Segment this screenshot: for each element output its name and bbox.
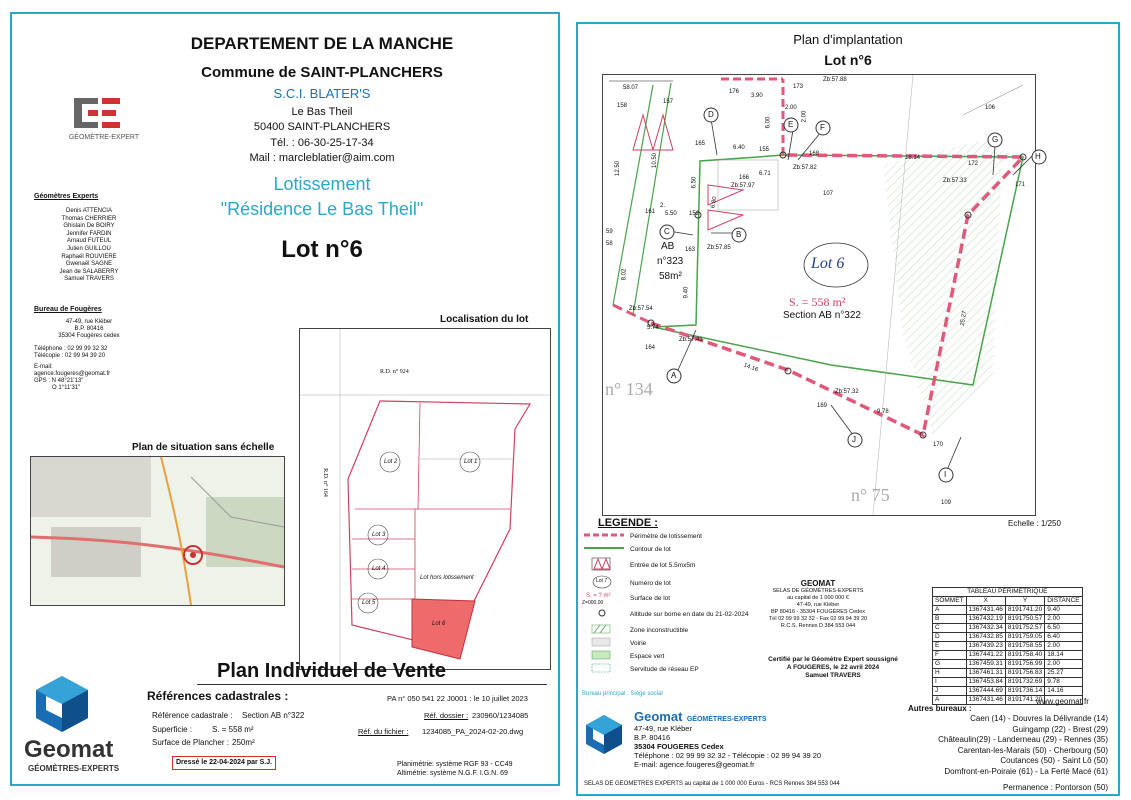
ref-cad-label: Référence cadastrale : (152, 711, 233, 720)
ab-area: 58m² (659, 271, 682, 282)
geomat-brand-left: Geomat (24, 736, 114, 763)
plan-label: 6.80 (710, 196, 719, 209)
footer-line: E-mail: agence.fougeres@geomat.fr (634, 760, 755, 769)
email-label: E-mail: (34, 364, 53, 370)
left-sheet (10, 12, 560, 786)
geometres-block (34, 192, 144, 284)
table-cell: 8191741.20 (1005, 606, 1044, 615)
plan-label: Zb:57.32 (835, 389, 859, 395)
table-cell: D (933, 633, 967, 642)
plan-label: 9.78 (877, 409, 889, 415)
geomat-sub-right: GÉOMÈTRES-EXPERTS (686, 716, 767, 723)
table-cell: 8191736.14 (1005, 687, 1044, 696)
legend-symbol-text: Lot 7 (596, 578, 608, 584)
footer-line: 47-49, rue Kléber (634, 724, 692, 733)
plan-label: 155 (759, 147, 770, 153)
lot6-section: Section AB n°322 (783, 310, 861, 321)
plan-label: 6.50 (691, 176, 698, 189)
legend-symbol-icon (582, 624, 630, 637)
bureau-title: Bureau de Fougères (34, 306, 102, 313)
address-1: Le Bas Theil (291, 106, 353, 118)
autres-line: Guingamp (22) - Brest (29) (1012, 724, 1108, 734)
echelle: Echelle : 1/250 (1008, 519, 1061, 528)
plan-label: 109 (941, 500, 952, 506)
plan-label: 166 (739, 175, 750, 181)
bureau-line: 47-49, rue Kléber (65, 319, 113, 325)
refs-title: Références cadastrales : (147, 689, 289, 703)
geometre-name: Arnaud FUTEUL (66, 238, 112, 245)
bureau-principal: Bureau principal : Siège social (582, 691, 663, 697)
plan-label: 18.14 (905, 155, 921, 161)
table-cell: 1367431.46 (966, 696, 1005, 705)
n75: n° 75 (851, 485, 890, 505)
legende-title: LEGENDE : (598, 517, 658, 529)
pt-a: A (671, 371, 677, 380)
plan-label: 3.90 (751, 93, 763, 99)
geomat-brand-right-text: Geomat (634, 709, 683, 724)
implantation-plan (602, 74, 1041, 516)
certifie-line: A FOUGERES, le 22 avril 2024 (786, 664, 880, 671)
rd924-label: R.D. n° 924 (380, 369, 409, 375)
ab-num: n°323 (657, 256, 684, 267)
table-cell: H (933, 669, 967, 678)
lot6-big: Lot 6 (811, 255, 845, 272)
table-cell: 2.00 (1045, 615, 1082, 624)
legend-label: Périmètre de lotissement (630, 533, 702, 540)
geomat-cube-icon (32, 674, 92, 734)
bureau-line: B.P. 80416 (74, 326, 104, 332)
table-cell: G (933, 660, 967, 669)
planimetrie: Planimétrie: système RGF 93 - CC49 (397, 761, 513, 768)
loc-lot5: Lot 5 (362, 600, 376, 606)
plan-label: 176 (729, 89, 740, 95)
gps-n: GPS : N 48°21'13" (34, 378, 84, 384)
pt-f: F (820, 123, 825, 132)
rd164-label: R.D. n° 164 (321, 468, 328, 497)
table-cell: 6.40 (1045, 633, 1082, 642)
pt-b: B (736, 230, 742, 239)
plan-label: 12.50 (615, 160, 622, 177)
footer-line: B.P. 80416 (634, 733, 671, 742)
geomat-info-line: Tél 02 99 99 32 32 - Fax 02 99 94 39 20 (768, 616, 868, 622)
table-cell: F (933, 651, 967, 660)
plan-lot: Lot n°6 (824, 52, 872, 68)
geomat-info-lines (738, 588, 898, 630)
table-row (933, 615, 1083, 624)
situation-map-svg (31, 457, 284, 605)
geometre-name: Thomas CHERRIER (61, 215, 117, 222)
table-title: TABLEAU PÉRIMÉTRIQUE (933, 588, 1083, 597)
superficie-label: Superficie : (152, 725, 193, 734)
geometre-name: Jennifer FARDIN (66, 230, 112, 237)
plan-label: 2. (660, 203, 666, 209)
plancher-label: Surface de Plancher : (152, 738, 229, 747)
plan-label: Zb:57.85 (707, 245, 731, 251)
sci-name: S.C.I. BLATER'S (273, 86, 371, 101)
bureau-line: 35304 Fougères cedex (58, 333, 120, 339)
pt-j: J (852, 435, 856, 444)
table-cell: 1367432.85 (966, 633, 1005, 642)
email[interactable]: agence.fougeres@geomat.fr (34, 371, 111, 377)
legend-symbol-text: S. = ? m² (586, 593, 611, 599)
table-cell: 8191752.57 (1005, 624, 1044, 633)
legend-item (582, 624, 752, 637)
table-cell: 6.50 (1045, 624, 1082, 633)
mail: Mail : marcleblatier@aim.com (249, 152, 395, 164)
table-cell: 8191759.05 (1005, 633, 1044, 642)
plan-label: 58.07 (623, 85, 639, 91)
table-cell: 9.40 (1045, 606, 1082, 615)
plan-label: 171 (1015, 182, 1026, 188)
legende-list (582, 531, 752, 701)
telecopie: Télécopie : 02 99 94 39 20 (34, 353, 106, 359)
plan-label: Zb:57.82 (793, 165, 817, 171)
table-cell: 25.27 (1045, 669, 1082, 678)
pt-e: E (788, 120, 794, 129)
geomat-info-line: BP 80416 - 35304 FOUGÈRES Cedex (770, 609, 866, 615)
plan-label: 6.00 (765, 116, 772, 129)
gps-o: O 1°11'31" (52, 385, 81, 391)
table-cell: 2.00 (1045, 642, 1082, 651)
legend-label: Voirie (630, 640, 647, 647)
plan-title: Plan d'implantation (793, 32, 903, 47)
permanence: Permanence : Pontorson (50) (1003, 783, 1108, 792)
dept-title: DEPARTEMENT DE LA MANCHE (190, 34, 454, 53)
geometre-expert-logo (64, 94, 144, 154)
plan-label: 6.40 (733, 145, 745, 151)
autres-line: Châteaulin(29) - Landerneau (29) - Rennes (35) (938, 735, 1108, 744)
plan-label: Zb:57.33 (943, 178, 967, 184)
perimetre-table (932, 587, 1083, 705)
table-cell: 8191732.69 (1005, 678, 1044, 687)
geomat-info-line: SELAS DE GÉOMÈTRES-EXPERTS (772, 588, 864, 594)
legend-label: Altitude sur borne en date du 21-02-2024 (630, 611, 749, 618)
plan-label: Zb:57.41 (679, 337, 703, 343)
pt-i: I (944, 470, 947, 479)
table-cell: 18.14 (1045, 651, 1082, 660)
table-cell: 1367431.46 (966, 606, 1005, 615)
plan-label: 58 (606, 241, 613, 247)
plan-label: 2.00 (801, 110, 808, 123)
superficie-value: S. = 558 m² (212, 725, 254, 734)
autres-title: Autres bureaux : (908, 704, 972, 713)
table-cell: A (933, 606, 967, 615)
table-cell: I (933, 678, 967, 687)
legend-symbol-icon (582, 650, 630, 663)
legend-item (582, 637, 752, 650)
legend-symbol-icon (582, 531, 630, 542)
legend-label: Entrée de lot 5.5mx5m (630, 562, 696, 569)
pt-d: D (708, 110, 714, 119)
table-row (933, 651, 1083, 660)
plan-label: 8.02 (621, 268, 628, 281)
geomat-info-line: 47-49, rue Kléber (796, 602, 840, 608)
plan-label: 164 (645, 345, 656, 351)
legend-item (582, 600, 752, 623)
table-cell: 1367432.19 (966, 615, 1005, 624)
geomat-cube-icon (584, 714, 624, 754)
table-body (933, 606, 1083, 705)
autres-line: Carentan-les-Marais (50) - Cherbourg (50) (957, 745, 1108, 755)
localisation-plan-svg (300, 329, 550, 669)
table-cell: B (933, 615, 967, 624)
ge-logo-icon (64, 94, 144, 134)
plan-label: 25.27 (959, 310, 969, 327)
plancher-value: 250m² (232, 738, 255, 747)
footer-line: 35304 FOUGERES Cedex (634, 742, 724, 751)
pt-h: H (1035, 152, 1041, 161)
legend-symbol-icon (582, 575, 630, 592)
table-cell: 8191741.20 (1005, 696, 1044, 705)
certifie-block (738, 656, 928, 680)
autres-line: Coutances (50) - Saint Lô (50) (1000, 756, 1108, 765)
plan-label: 5.74 (647, 325, 659, 331)
loc-lot2: Lot 2 (384, 459, 398, 465)
pt-g: G (992, 135, 999, 144)
geomat-logo-left (22, 674, 142, 774)
legend-item (582, 557, 752, 574)
piv-separator (197, 684, 547, 685)
situation-title: Plan de situation sans échelle (132, 442, 275, 453)
geomat-sub-left: GÉOMÈTRES-EXPERTS (28, 764, 120, 773)
table-cell: 8191756.99 (1005, 660, 1044, 669)
legend-item (582, 544, 752, 555)
plan-label: 6.71 (759, 171, 771, 177)
table-cell: 14.16 (1045, 687, 1082, 696)
altimetrie: Altimétrie: système N.G.F. I.G.N. 69 (397, 770, 508, 777)
legend-label: Numéro de lot (630, 580, 671, 587)
autres-line: Domfront-en-Poiraie (61) - La Ferté Macé (61) (944, 766, 1108, 776)
plan-label: 9.40 (683, 286, 690, 299)
legend-symbol-icon (582, 557, 630, 574)
pt-c: C (664, 227, 670, 236)
plan-label: 107 (823, 191, 834, 197)
plan-label: 173 (793, 84, 804, 90)
plan-label: 161 (645, 209, 656, 215)
dossier-value: 230960/1234085 (472, 711, 529, 720)
geometre-name: Raphaël ROUVIERE (61, 253, 117, 260)
legend-label: Zone inconstructible (630, 627, 689, 634)
loc-hors: Lot hors lotissement (420, 575, 474, 581)
table-row (933, 660, 1083, 669)
table-cell: 8191756.83 (1005, 669, 1044, 678)
table-cell: 8191750.57 (1005, 615, 1044, 624)
plan-label: 168 (809, 151, 820, 157)
pa-ref: PA n° 050 541 22 J0001 : le 10 juillet 2023 (387, 694, 528, 703)
autres-list (908, 714, 1108, 777)
bureau-block (34, 306, 174, 392)
ab-label: AB (661, 241, 675, 252)
legend-symbol-icon (582, 663, 630, 676)
telephone: Téléphone : 02 99 99 32 32 (34, 346, 108, 352)
plan-label: 106 (985, 105, 996, 111)
autres-line: Caen (14) - Douvres la Délivrande (14) (970, 714, 1108, 723)
table-cell: E (933, 642, 967, 651)
ge-logo-caption: GÉOMÈTRE-EXPERT (68, 134, 140, 141)
residence-name: "Résidence Le Bas Theil" (220, 199, 424, 219)
certifie-line: Certifié par le Géomètre Expert soussigné (768, 656, 898, 663)
loc-lot1: Lot 1 (464, 459, 478, 465)
certifie-line: Samuel TRAVERS (805, 672, 861, 679)
address-2: 50400 SAINT-PLANCHERS (253, 121, 391, 133)
legend-symbol-text: Z=000.00 (582, 600, 604, 606)
plan-label: 59 (606, 229, 613, 235)
table-cell: 1367461.31 (966, 669, 1005, 678)
fichier-value: 1234085_PA_2024-02-20.dwg (422, 727, 524, 736)
table-cell: 1367439.23 (966, 642, 1005, 651)
plan-label: 2.00 (785, 105, 797, 111)
plan-label: 152 (689, 211, 700, 217)
table-cell: 9.78 (1045, 678, 1082, 687)
plan-label: 157 (663, 99, 674, 105)
geometre-name: Jean de SALABERRY (59, 268, 119, 275)
plan-label: Zb:57.88 (823, 77, 847, 83)
legend-symbol-icon (582, 637, 630, 650)
table-row (933, 642, 1083, 651)
autres-bureaux (908, 704, 1108, 793)
table-row (933, 624, 1083, 633)
geomat-logo-right (584, 714, 624, 754)
plan-label: 163 (685, 247, 696, 253)
table-cell: C (933, 624, 967, 633)
plan-label: 172 (968, 161, 979, 167)
table-cell: A (933, 696, 967, 705)
table-cell: 2.00 (1045, 660, 1082, 669)
right-sheet (576, 22, 1120, 796)
lot-title: Lot n°6 (281, 236, 363, 263)
plan-label: 169 (817, 403, 828, 409)
geometre-name: Julien GUILLOU (67, 245, 111, 252)
table-cell: 1367432.34 (966, 624, 1005, 633)
legend-symbol-icon (582, 544, 630, 555)
lot6-surface: S. = 558 m² (789, 295, 846, 309)
footer-contact (634, 724, 894, 769)
table-cell: 1367444.69 (966, 687, 1005, 696)
table-row (933, 687, 1083, 696)
plan-label: 10.50 (652, 152, 659, 169)
geomat-info (738, 579, 898, 630)
dossier-label: Réf. dossier : (424, 711, 469, 720)
plan-label: Zb:57.54 (629, 306, 653, 312)
legend-item (582, 663, 752, 676)
geomat-info-line: R.C.S. Rennes D 384 553 044 (780, 623, 856, 629)
table-cell: 1367459.31 (966, 660, 1005, 669)
dresse-le: Dressé le 22-04-2024 par S.J. (172, 756, 276, 770)
geometre-name: Ghislain De BOIRY (63, 223, 115, 230)
table-header-cell: Y (1005, 597, 1044, 606)
localisation-title: Localisation du lot (440, 314, 529, 325)
legend-item (582, 575, 752, 592)
legend-label: Contour de lot (630, 546, 671, 553)
table-cell: 1367453.84 (966, 678, 1005, 687)
legend-label: Espace vert (630, 653, 665, 660)
geometre-name: Samuel TRAVERS (64, 276, 114, 283)
situation-map (30, 456, 285, 606)
bureau-lines (34, 319, 144, 340)
legend-item (582, 593, 752, 604)
table-header-cell: SOMMET (933, 597, 967, 606)
table-cell: 1367441.22 (966, 651, 1005, 660)
geomat-info-line: au capital de 1 000 000 € (787, 595, 849, 601)
legend-label: Surface de lot (630, 595, 671, 602)
website[interactable]: www.geomat.fr (1036, 697, 1089, 706)
table-header-cell: X (966, 597, 1005, 606)
plan-label: 5.50 (665, 211, 677, 217)
n134: n° 134 (605, 379, 653, 399)
plan-label: 158 (617, 103, 628, 109)
commune-title: Commune de SAINT-PLANCHERS (201, 64, 443, 81)
loc-lot6: Lot 6 (432, 621, 446, 627)
footer-line: Téléphone : 02 99 99 32 32 - Télécopie : 02 99 94 39 20 (634, 751, 822, 760)
geometre-name: Gwenaël SAGNE (65, 261, 113, 268)
loc-lot4: Lot 4 (372, 566, 386, 572)
table-cell: J (933, 687, 967, 696)
loc-lot3: Lot 3 (372, 532, 386, 538)
plan-label: 170 (933, 442, 944, 448)
table-cell: 8191758.55 (1005, 642, 1044, 651)
plan-label: 14.16 (742, 362, 759, 374)
legend-item (582, 650, 752, 663)
selas-footer: SELAS DE GEOMETRES EXPERTS au capital de 1 000 000 Euros - RCS Rennes 384 553 044 (584, 781, 840, 787)
legend-label: Servitude de réseau EP (630, 666, 699, 673)
geometres-title: Géomètres Experts (34, 193, 99, 200)
plan-label: 165 (695, 141, 706, 147)
table-header-cell: DISTANCE (1045, 597, 1082, 606)
geometres-list (34, 208, 144, 284)
phone: Tél. : 06-30-25-17-34 (270, 137, 374, 149)
geomat-info-title: GEOMAT (800, 579, 836, 588)
piv-title: Plan Individuel de Vente (217, 660, 446, 682)
table-row (933, 669, 1083, 678)
legend-symbol-icon (582, 600, 630, 623)
lotissement-label: Lotissement (273, 174, 371, 194)
localisation-map (299, 328, 551, 670)
fichier-label: Réf. du fichier : (358, 727, 409, 736)
table-row (933, 606, 1083, 615)
table-row (933, 678, 1083, 687)
geometre-name: Denis ATTENCIA (66, 208, 112, 214)
legend-item (582, 531, 752, 542)
ref-cad-value: Section AB n°322 (242, 711, 305, 720)
table-cell: 8191758.40 (1005, 651, 1044, 660)
table-row (933, 633, 1083, 642)
plan-label: Zb:57.97 (731, 183, 755, 189)
table-header (933, 597, 1083, 606)
